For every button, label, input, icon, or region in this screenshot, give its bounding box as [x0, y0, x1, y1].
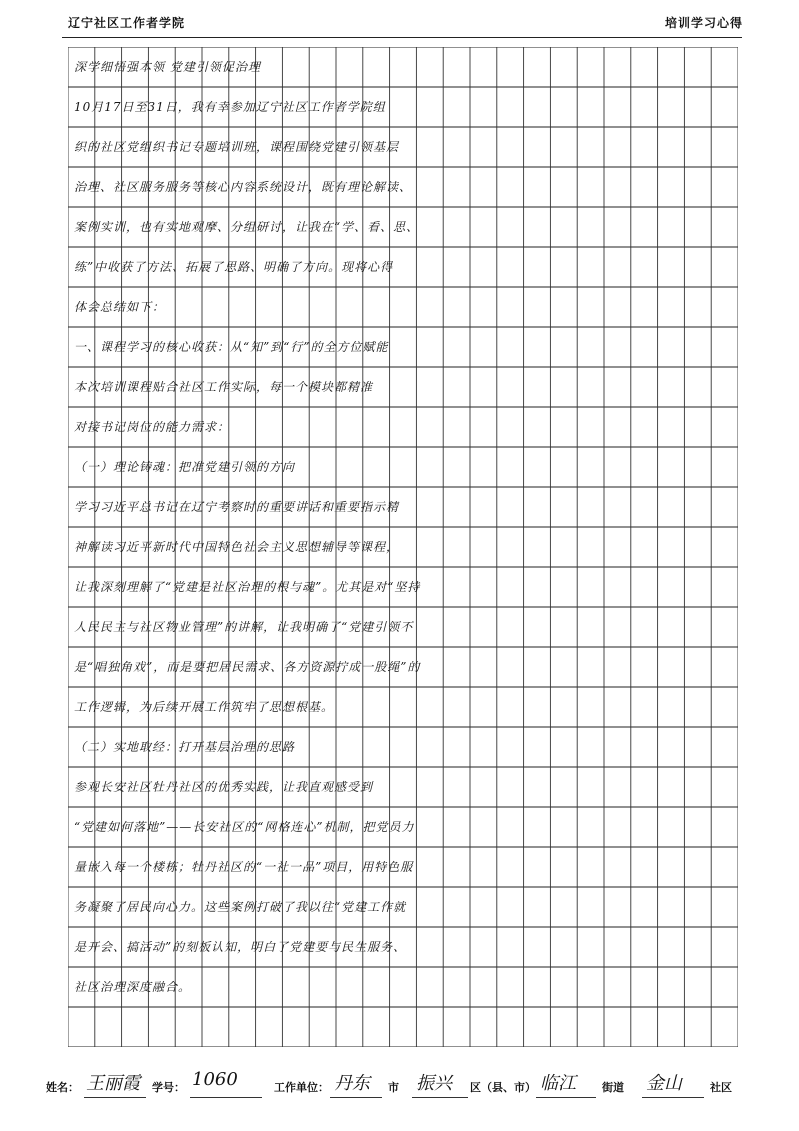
page-header-institution: 辽宁社区工作者学院 [68, 16, 186, 30]
work-unit-label: 工作单位： [274, 1081, 329, 1094]
essay-line: （二）实地取经：打开基层治理的思路 [74, 740, 296, 754]
district-underline [412, 1097, 468, 1098]
essay-line: 案例实训，也有实地观摩、分组研讨，让我在“学、看、思、 [74, 220, 420, 234]
community-value: 金山 [646, 1073, 682, 1094]
community-underline [642, 1097, 704, 1098]
student-id-label: 学号： [152, 1081, 185, 1094]
essay-line: 治理、社区服务服务等核心内容系统设计，既有理论解读、 [74, 180, 413, 194]
essay-title: 深学细悟强本领 党建引领促治理 [74, 60, 261, 74]
header-rule [62, 37, 742, 38]
name-underline [84, 1097, 146, 1098]
essay-line: 工作逻辑，为后续开展工作筑牢了思想根基。 [74, 700, 335, 714]
community-label: 社区 [710, 1081, 732, 1094]
essay-line: 体会总结如下： [74, 300, 166, 314]
essay-line: “党建如何落地”——长安社区的“网格连心”机制，把党员力 [74, 820, 415, 834]
essay-line: 人民民主与社区物业管理”的讲解，让我明确了“党建引领不 [74, 620, 414, 634]
essay-line: 织的社区党组织书记专题培训班，课程围绕党建引领基层 [74, 140, 400, 154]
name-label: 姓名： [46, 1081, 79, 1094]
essay-line: 一、课程学习的核心收获：从“知”到“行”的全方位赋能 [74, 340, 389, 354]
street-underline [536, 1097, 596, 1098]
essay-line: 神解读习近平新时代中国特色社会主义思想辅导等课程， [74, 540, 400, 554]
page-header-doc-type: 培训学习心得 [664, 16, 743, 30]
name-value: 王丽霞 [86, 1073, 140, 1094]
city-value: 丹东 [334, 1073, 370, 1094]
essay-line: 练”中收获了方法、拓展了思路、明确了方向。现将心得 [74, 260, 394, 274]
street-value: 临江 [540, 1073, 576, 1094]
essay-line: 对接书记岗位的能力需求： [74, 420, 231, 434]
student-id-underline [190, 1097, 262, 1098]
essay-line: 本次培训课程贴合社区工作实际，每一个模块都精准 [74, 380, 374, 394]
grid-paper [68, 47, 738, 1047]
essay-line: 务凝聚了居民向心力。这些案例打破了我以往“党建工作就 [74, 900, 407, 914]
essay-line: （一）理论铸魂：把准党建引领的方向 [74, 460, 296, 474]
footer-info [46, 1071, 746, 1101]
essay-line: 参观长安社区牡丹社区的优秀实践，让我直观感受到 [74, 780, 374, 794]
essay-line: 社区治理深度融合。 [74, 980, 192, 994]
essay-line: 让我深刻理解了“党建是社区治理的根与魂”。尤其是对“坚持 [74, 580, 421, 594]
student-id-value: 1060 [192, 1069, 238, 1090]
essay-line: 10月17日至31日，我有幸参加辽宁社区工作者学院组 [74, 100, 386, 114]
district-value: 振兴 [416, 1073, 452, 1094]
essay-line: 是“唱独角戏”，而是要把居民需求、各方资源拧成一股绳”的 [74, 660, 421, 674]
city-underline [330, 1097, 382, 1098]
essay-line: 是开会、搞活动”的刻板认知，明白了党建要与民生服务、 [74, 940, 407, 954]
essay-line: 学习习近平总书记在辽宁考察时的重要讲话和重要指示精 [74, 500, 400, 514]
essay-line: 量嵌入每一个楼栋；牡丹社区的“一社一品”项目，用特色服 [74, 860, 414, 874]
city-label: 市 [388, 1081, 399, 1094]
street-label: 街道 [602, 1081, 624, 1094]
district-label: 区（县、市） [470, 1081, 536, 1094]
